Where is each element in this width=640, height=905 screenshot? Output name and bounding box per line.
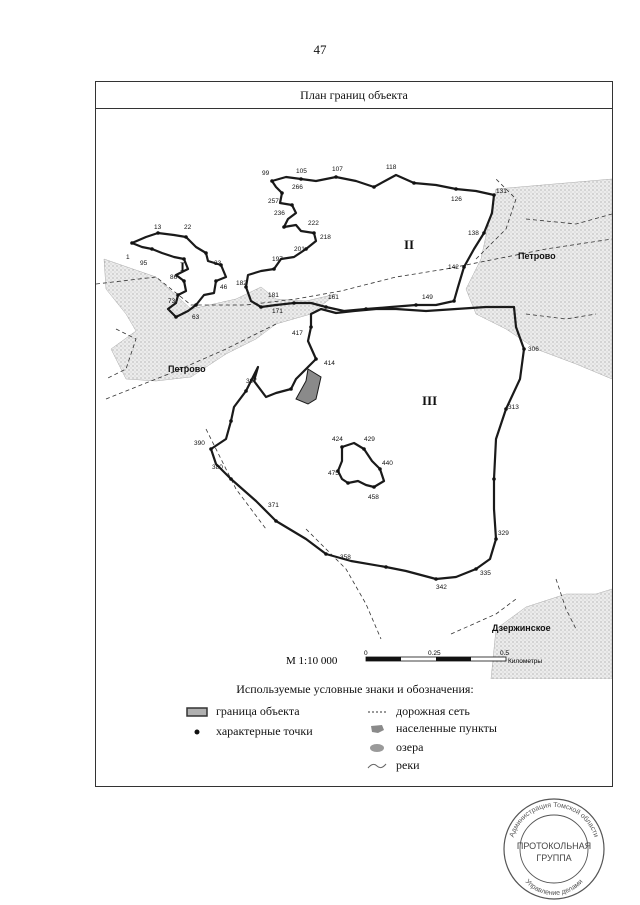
point-label: 429 (364, 436, 375, 443)
point-label: 142 (448, 264, 459, 271)
point-label: 182 (236, 280, 247, 287)
point-label: 440 (382, 460, 393, 467)
legend-label: населенные пункты (396, 721, 497, 735)
point-label: 181 (268, 292, 279, 299)
point-label: 63 (192, 314, 200, 321)
legend-item-lakes (366, 740, 423, 755)
point-label: 266 (292, 184, 303, 191)
lake-icon (366, 743, 388, 753)
boundary-icon (186, 707, 208, 717)
map-title: План границ объекта (96, 82, 612, 109)
river-icon (366, 761, 388, 771)
legend-item-boundary (186, 704, 300, 719)
point-label: 13 (154, 224, 162, 231)
settlement-area-southeast (491, 589, 612, 679)
point-label: 105 (296, 168, 307, 175)
point-label: 257 (268, 198, 279, 205)
point-label: 335 (480, 570, 491, 577)
zone-label-ii: II (404, 237, 415, 252)
settlement-icon (366, 724, 388, 734)
point-label: 201 (294, 246, 305, 253)
point-label: 342 (436, 584, 447, 591)
point-label: 417 (292, 330, 303, 337)
point-label: 126 (451, 196, 462, 203)
point-label: 236 (274, 210, 285, 217)
stamp-center-line1: ПРОТОКОЛЬНАЯ (516, 841, 592, 851)
point-label: 161 (328, 294, 339, 301)
point-icon (186, 727, 208, 737)
point-label: 197 (272, 256, 283, 263)
legend-label: дорожная сеть (396, 704, 470, 718)
point-label: 397 (246, 378, 257, 385)
scale-tick: 0.25 (428, 650, 441, 657)
scale-tick: 0.5 (500, 650, 510, 657)
zone-label-iii: III (422, 393, 438, 408)
settlement-area-northeast (466, 179, 612, 379)
point-label: 149 (422, 294, 433, 301)
point-label: 86 (170, 274, 178, 281)
legend-title: Используемые условные знаки и обозначения: (236, 682, 474, 696)
point-label: 22 (184, 224, 192, 231)
point-label: 358 (340, 554, 351, 561)
zone-label-i: I (180, 259, 186, 274)
point-label: 99 (262, 170, 270, 177)
stamp-center-line2: ГРУППА (536, 853, 572, 863)
legend-label: граница объекта (216, 704, 300, 718)
point-label: 107 (332, 166, 343, 173)
point-label: 118 (386, 164, 397, 171)
scale-label: М 1:10 000 (286, 655, 338, 667)
settlement-area-west (104, 259, 336, 381)
point-label: 218 (320, 234, 331, 241)
point-label: 329 (498, 530, 509, 537)
point-label: 33 (214, 260, 222, 267)
boundary-map (96, 109, 612, 679)
legend-item-rivers (366, 758, 420, 773)
scale-tick: 0 (364, 650, 368, 657)
legend-label: характерные точки (216, 724, 313, 738)
official-stamp (498, 797, 610, 901)
point-label: 46 (220, 284, 228, 291)
point-label: 414 (324, 360, 335, 367)
settlement-label: Дзержинское (492, 623, 551, 633)
point-label: 371 (268, 502, 279, 509)
settlement-label: Петрово (518, 251, 556, 261)
legend (176, 702, 556, 782)
stamp-text-bottom: Управление делами (523, 878, 585, 898)
map-frame (95, 81, 613, 787)
point-label: 458 (368, 494, 379, 501)
point-label: 1 (126, 254, 130, 261)
legend-item-roads (366, 704, 470, 719)
point-label: 306 (528, 346, 539, 353)
legend-label: реки (396, 758, 420, 772)
point-label: 73 (168, 298, 176, 305)
svg-text:Администрация Томской области (509, 802, 599, 838)
point-label: 171 (272, 308, 283, 315)
point-label: 95 (140, 260, 148, 267)
point-label: 222 (308, 220, 319, 227)
point-label: 380 (212, 464, 223, 471)
stamp-text-top: Администрация Томской области (508, 801, 600, 839)
scale-unit: Километры (508, 658, 543, 665)
page-number: 47 (313, 42, 327, 57)
settlement-label: Петрово (168, 364, 206, 374)
point-label: 131 (496, 188, 507, 195)
point-label: 475 (328, 470, 339, 477)
point-label: 424 (332, 436, 343, 443)
point-label: 138 (468, 230, 479, 237)
point-label: 390 (194, 440, 205, 447)
legend-item-settlements (366, 721, 497, 736)
point-label: 313 (508, 404, 519, 411)
legend-item-points (186, 724, 313, 739)
road-icon (366, 707, 388, 717)
legend-label: озера (396, 740, 424, 754)
